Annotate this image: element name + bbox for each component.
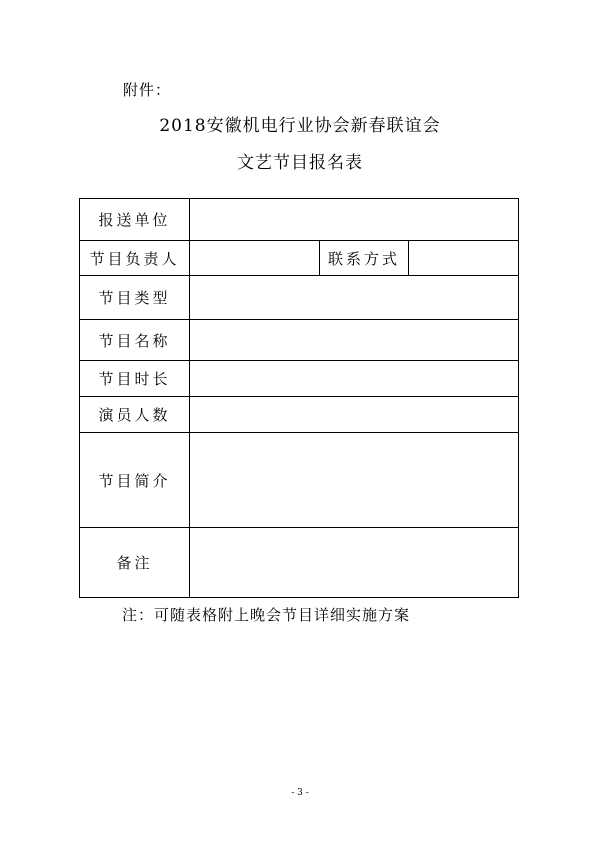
- form-row-program-manager: [80, 241, 519, 276]
- form-row-program-name: [80, 320, 519, 361]
- form-row-reporting-unit: [80, 199, 519, 241]
- remarks-field[interactable]: [190, 528, 519, 598]
- program-intro-field[interactable]: [190, 433, 519, 528]
- reporting-unit-label: 报送单位: [80, 199, 190, 241]
- program-name-label: 节目名称: [80, 320, 190, 361]
- remarks-label: 备注: [80, 528, 190, 598]
- performer-count-field[interactable]: [190, 397, 519, 433]
- program-type-label: 节目类型: [80, 276, 190, 320]
- program-intro-label: 节目简介: [80, 433, 190, 528]
- program-type-field[interactable]: [190, 276, 519, 320]
- contact-field[interactable]: [409, 241, 519, 276]
- registration-form-table: [79, 198, 519, 598]
- program-name-field[interactable]: [190, 320, 519, 361]
- program-manager-label: 节目负责人: [80, 241, 190, 276]
- page-number: - 3 -: [291, 788, 309, 798]
- form-row-program-duration: [80, 361, 519, 397]
- form-row-performer-count: [80, 397, 519, 433]
- footnote: 注：可随表格附上晚会节目详细实施方案: [122, 606, 411, 624]
- contact-label: 联系方式: [320, 241, 409, 276]
- form-title-line2: 文艺节目报名表: [237, 153, 363, 173]
- form-row-program-type: [80, 276, 519, 320]
- program-duration-field[interactable]: [190, 361, 519, 397]
- form-row-program-intro: [80, 433, 519, 528]
- form-title-line1: 2018安徽机电行业协会新春联谊会: [159, 116, 441, 136]
- form-row-remarks: [80, 528, 519, 598]
- program-manager-field[interactable]: [190, 241, 320, 276]
- program-duration-label: 节目时长: [80, 361, 190, 397]
- performer-count-label: 演员人数: [80, 397, 190, 433]
- attachment-label: 附件：: [123, 81, 172, 99]
- reporting-unit-field[interactable]: [190, 199, 519, 241]
